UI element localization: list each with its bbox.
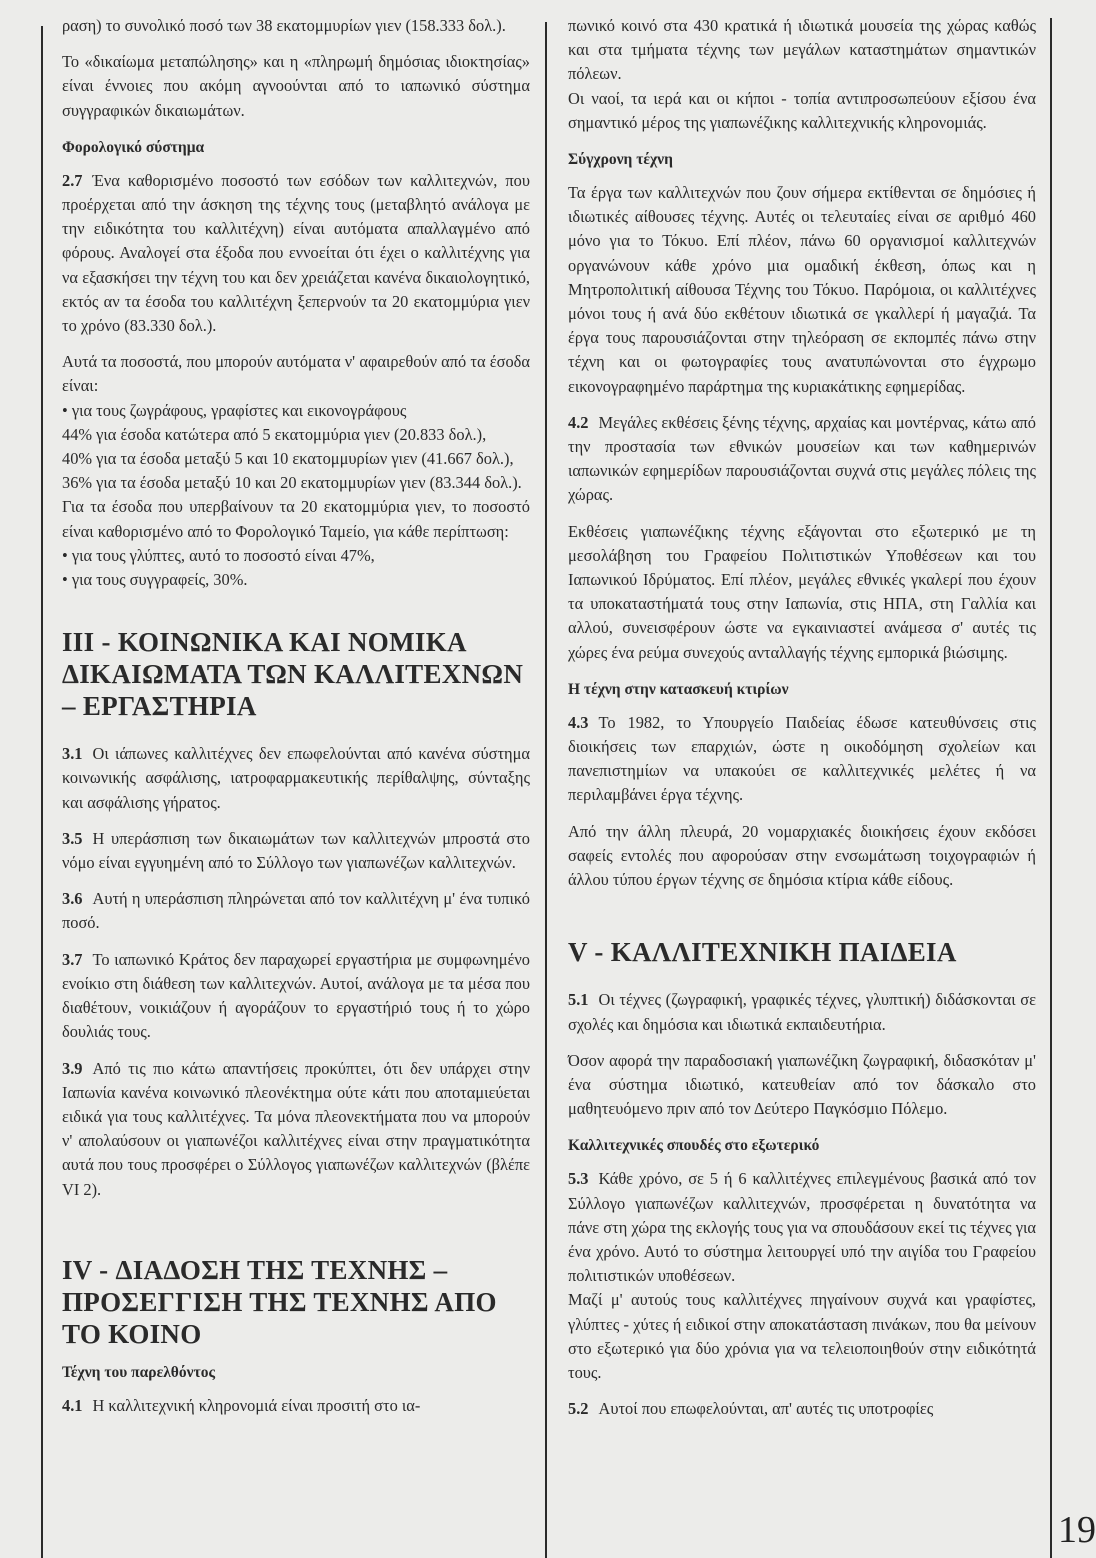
clause-number: 3.1 — [62, 744, 83, 764]
clause-3-1: 3.1 Οι ιάπωνες καλλιτέχνες δεν επωφελούνται από κανένα σύστημα κοινωνικής ασφάλισης, ιατροφαρμακευτικής περίθαλψης, σύνταξης και ασφάλισης γήρατος. — [62, 744, 530, 812]
section-heading-IV: IV - ΔΙΑΔΟΣΗ ΤΗΣ ΤΕΧΝΗΣ – ΠΡΟΣΕΓΓΙΣΗ ΤΗΣ ΤΕΧΝΗΣ ΑΠΟ ΤΟ ΚΟΙΝΟ — [62, 1254, 497, 1349]
subheading-past-art: Τέχνη του παρελθόντος — [62, 1363, 216, 1381]
subheading-studies-abroad: Καλλιτεχνικές σπουδές στο εξωτερικό — [568, 1137, 820, 1155]
bullet-item: • για τους γλύπτες, αυτό το ποσοστό είναι 47%, — [62, 544, 530, 568]
clause-number: 3.6 — [62, 889, 83, 909]
rate-line: 44% για έσοδα κατώτερα από 5 εκατομμύρια γιεν (20.833 δολ.), — [62, 424, 487, 444]
clause-3-9: 3.9 Από τις πιο κάτω απαντήσεις προκύπτει, ότι δεν υπάρχει στην Ιαπωνία κανένα κοινωνικό πλεονέκτημα ούτε κάτι που αποταμιεύεται ειδικά για τους καλλιτέχνες. Τα μόνα πλεονεκτήματα που να μπορούν ν' απολαύσουν οι γιαπωνέζοι καλλιτέχνες είναι στην πραγματικότητα αυτά που τους προσφέρει ο Σύλλογος γιαπωνέζων καλλιτεχνών (βλέπε VI 2). — [62, 1058, 530, 1199]
clause-2-7: 2.7 Ένα καθορισμένο ποσοστό των εσόδων των καλλιτεχνών, που προέρχεται από την άσκηση της τέχνης τους (μεταβλητό ανάλογα με την ειδικότητα του καλλιτέχνη) είναι αυτόματα απαλλαγμένο από φόρους. Αναλογεί στα έξοδα που εννοείται ότι έχει ο καλλιτέχνης για να εξασκήσει την τέχνη του και δεν χρειάζεται κανένα δικαιολογητικό, εκτός αν τα έσοδα του καλλιτέχνη ξεπερνούν τα 20 εκατομμύρια γιεν το χρόνο (83.330 δολ.). — [62, 170, 530, 336]
subheading-contemporary-art: Σύγχρονη τέχνη — [568, 151, 673, 169]
paragraph: Για τα έσοδα που υπερβαίνουν τα 20 εκατομμύρια γιεν, το ποσοστό είναι καθορισμένο από το Φορολογικό Ταμείο, για κάθε περίπτωση: — [62, 497, 530, 541]
clause-number: 3.9 — [62, 1058, 83, 1078]
clause-number: 4.1 — [62, 1395, 83, 1415]
clause-4-3: 4.3 Το 1982, το Υπουργείο Παιδείας έδωσε κατευθύνσεις στις διοικήσεις των επαρχιών, ώστε η οικοδόμηση σχολείων και πανεπιστημίων να υπακούει σε καλλιτεχνικές μελέτες ή να περιλαμβάνει έργα τέχνης. — [568, 712, 1036, 805]
rate-line: 40% για τα έσοδα μεταξύ 5 και 10 εκατομμυρίων γιεν (41.667 δολ.), — [62, 449, 514, 469]
paragraph: Το «δικαίωμα μεταπώλησης» και η «πληρωμή δημόσιας ιδιοκτησίας» είναι έννοιες που ακόμη αγνοούνται από το ιαπωνικό σύστημα συγγραφικών δικαιωμάτων. — [62, 52, 530, 120]
clause-5-1: 5.1 Οι τέχνες (ζωγραφική, γραφικές τέχνες, γλυπτική) διδάσκονται σε σχολές και δημόσια και ιδιωτικά εκπαιδευτήρια. — [568, 990, 1036, 1034]
subheading-tax-system: Φορολογικό σύστημα — [62, 138, 205, 156]
page-number: 19 — [1058, 1509, 1096, 1551]
clause-number: 5.3 — [568, 1169, 589, 1189]
left-column — [62, 14, 530, 1418]
paragraph: Από την άλλη πλευρά, 20 νομαρχιακές διοικήσεις έχουν εκδόσει σαφείς εντολές που αφορούσαν στην ενσωμάτωση τοιχογραφιών ή άλλου τύπου έργων τέχνης σε δημόσια κτίρια κάθε είδους. — [568, 821, 1036, 890]
paragraph: Όσον αφορά την παραδοσιακή γιαπωνέζικη ζωγραφική, διδασκόταν μ' ένα σύστημα ιδιωτικό, κατευθείαν από τον δάσκαλο στο μαθητευόμενο πριν από τον Δεύτερο Παγκόσμιο Πόλεμο. — [568, 1050, 1036, 1119]
subheading-art-in-buildings: Η τέχνη στην κατασκευή κτιρίων — [568, 680, 789, 698]
clause-3-6: 3.6 Αυτή η υπεράσπιση πληρώνεται από τον καλλιτέχνη μ' ένα τυπικό ποσό. — [62, 889, 530, 933]
bullet-item: • για τους συγγραφείς, 30%. — [62, 568, 530, 592]
right-column — [568, 14, 1036, 1421]
clause-number: 5.2 — [568, 1399, 589, 1419]
clause-4-2: 4.2 Μεγάλες εκθέσεις ξένης τέχνης, αρχαίας και μοντέρνας, κάτω από την προστασία των εθνικών μουσείων και των καθημερινών ιαπωνικών εφημερίδων παρουσιάζονται συχνά στις μεγάλες πόλεις της χώρας. — [568, 412, 1036, 505]
paragraph: πωνικό κοινό στα 430 κρατικά ή ιδιωτικά μουσεία της χώρας καθώς και στα τμήματα τέχνης των μεγάλων καταστημάτων σημαντικών πόλεων. — [568, 16, 1036, 84]
section-heading-V: V - ΚΑΛΛΙΤΕΧΝΙΚΗ ΠΑΙΔΕΙΑ — [568, 937, 957, 968]
right-margin-rule — [1050, 18, 1052, 1558]
paragraph: Οι ναοί, τα ιερά και οι κήποι - τοπία αντιπροσωπεύουν εξίσου ένα σημαντικό μέρος της γιαπωνέζικης καλλιτεχνικής κληρονομιάς. — [568, 88, 1036, 132]
left-margin-rule — [41, 26, 43, 1558]
paragraph: Τα έργα των καλλιτεχνών που ζουν σήμερα εκτίθενται σε δημόσιες ή ιδιωτικές αίθουσες τέχνης. Αυτές οι τελευταίες είναι σε αριθμό 460 μόνο για το Τόκυο. Επί πλέον, πάνω 60 οργανισμοί καλλιτεχνών οργανώνουν κάθε χρόνο μια ομαδική έκθεση, όπως και η Μητροπολιτική αίθουσα Τέχνης του Τόκυο. Παρόμοια, οι καλλιτέχνες μόνοι τους ή ανά δύο εκθέτουν ιδιωτικά σε γκαλλερί ή μαγαζιά. Τα έργα τους παρουσιάζονται στην τηλεόραση σε εκπομπές πάνω στην τέχνη και οι φωτογραφίες τους ανατυπώνονται στο έγχρωμο εικονογραφημένο παράρτημα της κυριακάτικης εφημερίδας. — [568, 183, 1036, 396]
paragraph: Μαζί μ' αυτούς τους καλλιτέχνες πηγαίνουν συχνά και γραφίστες, γλύπτες - χύτες ή ειδικοί στην αποκατάσταση πινάκων, που θα μείνουν στο εξωτερικό για δύο χρόνια για να τελειοποιηθούν στην ειδικότητά τους. — [568, 1290, 1036, 1382]
bullet-item: • για τους ζωγράφους, γραφίστες και εικονογράφους — [62, 399, 530, 423]
column-divider-rule — [545, 22, 547, 1558]
clause-4-1: 4.1 Η καλλιτεχνική κληρονομιά είναι προσιτή στο ια- — [62, 1395, 421, 1415]
clause-number: 2.7 — [62, 170, 83, 190]
clause-5-3: 5.3 Κάθε χρόνο, σε 5 ή 6 καλλιτέχνες επιλεγμένους βασικά από τον Σύλλογο γιαπωνέζων καλλιτεχνών, προσφέρεται η δυνατότητα να πάνε στη χώρα της εκλογής τους για να σπουδάσουν εκεί τις τέχνες για ένα χρόνο. Αυτό το σύστημα λειτουργεί υπό την αιγίδα του Γραφείου πολιτιστικών υποθέσεων. — [568, 1169, 1036, 1286]
clause-number: 5.1 — [568, 990, 589, 1010]
paragraph: Αυτά τα ποσοστά, που μπορούν αυτόματα ν' αφαιρεθούν από τα έσοδα είναι: — [62, 352, 530, 396]
rate-line: 36% για τα έσοδα μεταξύ 10 και 20 εκατομμυρίων γιεν (83.344 δολ.). — [62, 473, 522, 493]
clause-number: 4.3 — [568, 712, 589, 732]
section-heading-III: III - ΚΟΙΝΩΝΙΚΑ ΚΑΙ ΝΟΜΙΚΑ ΔΙΚΑΙΩΜΑΤΑ ΤΩΝ ΚΑΛΛΙΤΕΧΝΩΝ – ΕΡΓΑΣΤΗΡΙΑ — [62, 627, 524, 722]
clause-number: 4.2 — [568, 412, 589, 432]
clause-number: 3.5 — [62, 828, 83, 848]
paragraph: Εκθέσεις γιαπωνέζικης τέχνης εξάγονται στο εξωτερικό με τη μεσολάβηση του Γραφείου Πολιτιστικών Υποθέσεων και του Ιαπωνικού Ιδρύματος. Επί πλέον, μεγάλες εθνικές γκαλερί που έχουν τα υποκαταστήματά τους στην Ιαπωνία, στις ΗΠΑ, στη Γαλλία και αλλού, συνεισφέρουν ώστε να εγκαινιαστεί ανάμεσα σ' αυτές τις χώρες ένα ρεύμα συνεχούς ανταλλαγής τέχνης εμπορικά βιώσιμης. — [568, 521, 1036, 662]
paragraph: ραση) το συνολικό ποσό των 38 εκατομμυρίων γιεν (158.333 δολ.). — [62, 16, 506, 35]
clause-3-5: 3.5 Η υπεράσπιση των δικαιωμάτων των καλλιτεχνών μπροστά στο νόμο είναι εγγυημένη από το Σύλλογο των γιαπωνέζων καλλιτεχνών. — [62, 828, 530, 873]
clause-3-7: 3.7 Το ιαπωνικό Κράτος δεν παραχωρεί εργαστήρια με συμφωνημένο ενοίκιο στη διάθεση των καλλιτεχνών. Αυτοί, ανάλογα με τα μέσα που διαθέτουν, νοικιάζουν ή αγοράζουν το εργαστήριό τους ή το χώρο δουλιάς τους. — [62, 949, 530, 1042]
clause-5-2: 5.2 Αυτοί που επωφελούνται, απ' αυτές τις υποτροφίες — [568, 1399, 934, 1419]
clause-number: 3.7 — [62, 949, 83, 969]
